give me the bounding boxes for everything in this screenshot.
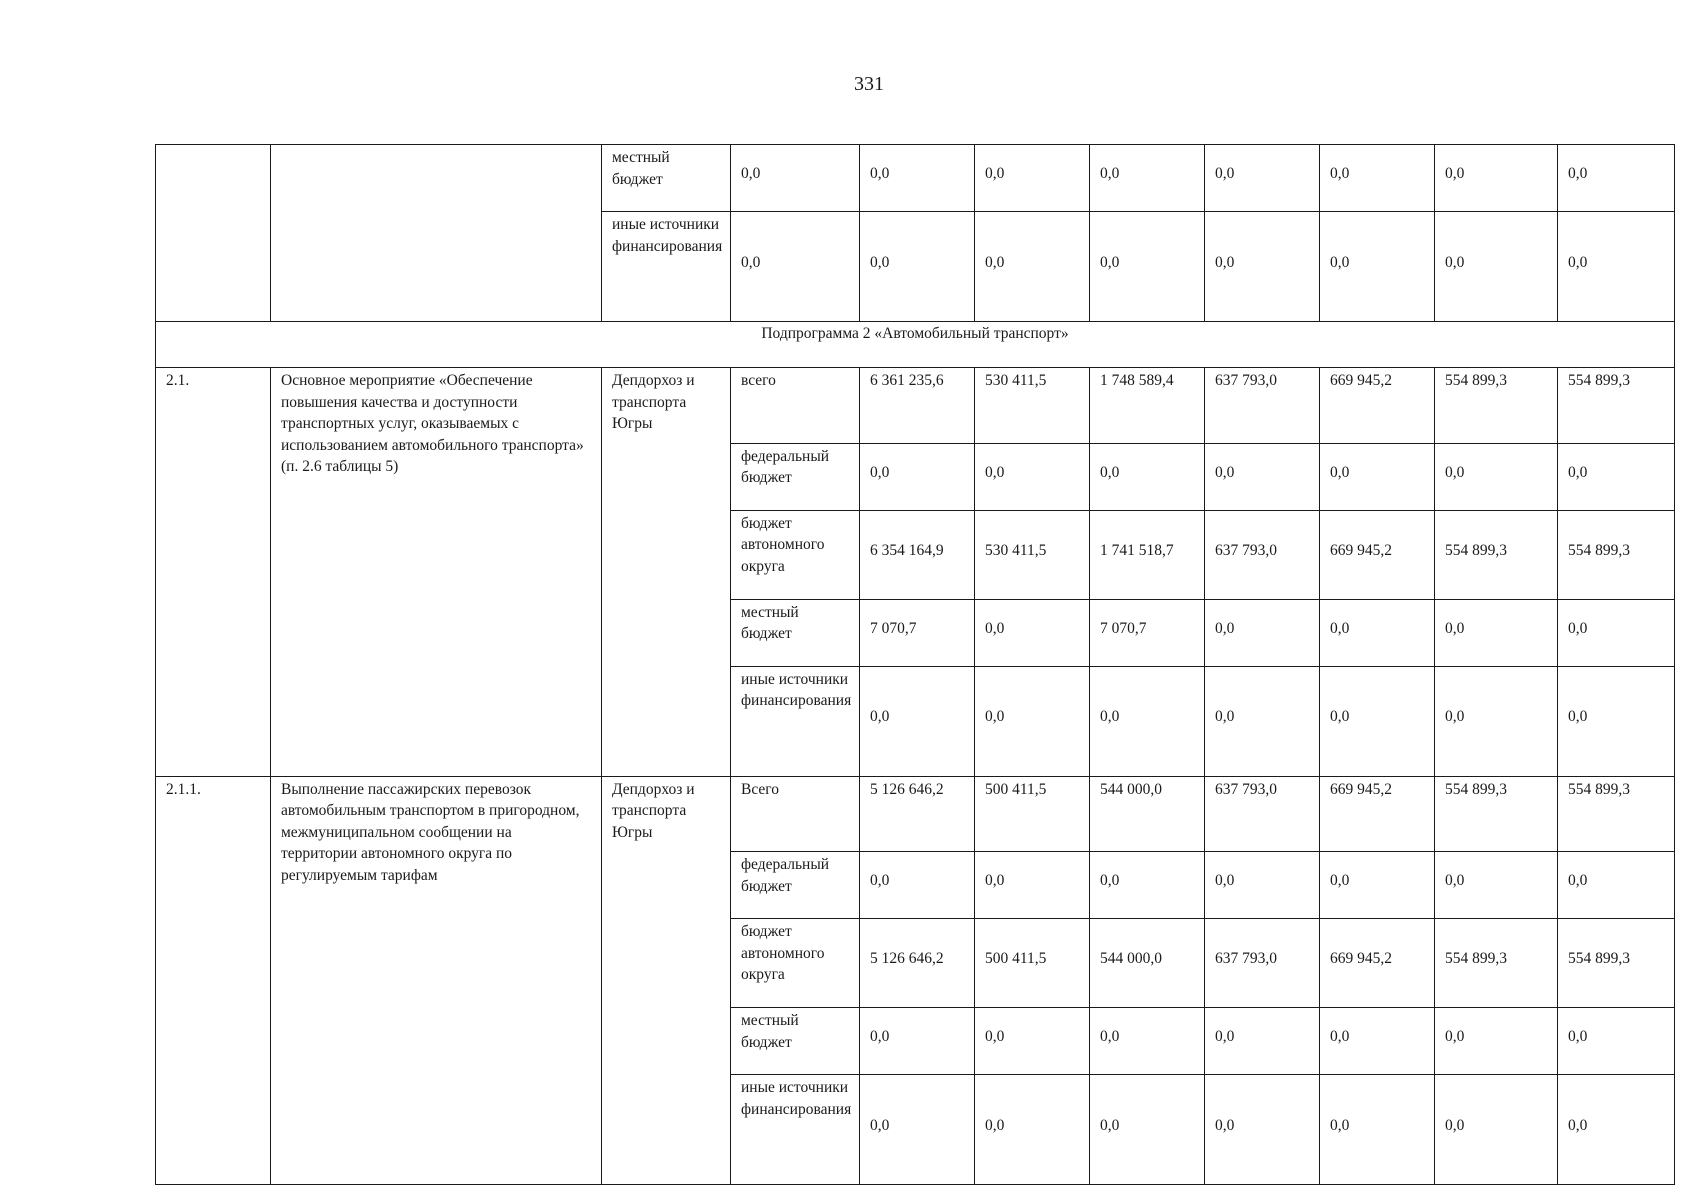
source-label: иные источники финансирования xyxy=(602,212,731,322)
value-cell: 7 070,7 xyxy=(860,599,975,666)
value-cell: 0,0 xyxy=(731,212,860,322)
source-label: всего xyxy=(731,368,860,444)
value-cell: 6 354 164,9 xyxy=(860,510,975,599)
value-cell: 554 899,3 xyxy=(1558,919,1675,1008)
value-cell: 0,0 xyxy=(860,852,975,919)
source-label: местный бюджет xyxy=(731,1008,860,1075)
source-label: федеральный бюджет xyxy=(731,443,860,510)
value-cell: 0,0 xyxy=(1558,1008,1675,1075)
subprogram-title: Подпрограмма 2 «Автомобильный транспорт» xyxy=(156,322,1675,368)
value-cell: 6 361 235,6 xyxy=(860,368,975,444)
value-cell: 0,0 xyxy=(975,1008,1090,1075)
value-cell: 0,0 xyxy=(860,1008,975,1075)
value-cell: 637 793,0 xyxy=(1205,510,1320,599)
source-label: иные источники финансирования xyxy=(731,666,860,776)
value-cell: 0,0 xyxy=(860,145,975,212)
value-cell: 0,0 xyxy=(1320,1075,1435,1185)
value-cell: 554 899,3 xyxy=(1435,368,1558,444)
value-cell: 637 793,0 xyxy=(1205,919,1320,1008)
item-executor: Депдорхоз и транспорта Югры xyxy=(602,776,731,1185)
value-cell: 0,0 xyxy=(1320,666,1435,776)
value-cell: 0,0 xyxy=(975,145,1090,212)
source-label: федеральный бюджет xyxy=(731,852,860,919)
source-label: местный бюджет xyxy=(731,599,860,666)
value-cell: 0,0 xyxy=(1558,666,1675,776)
value-cell: 1 748 589,4 xyxy=(1090,368,1205,444)
value-cell: 0,0 xyxy=(1205,443,1320,510)
value-cell: 0,0 xyxy=(1090,666,1205,776)
value-cell: 637 793,0 xyxy=(1205,776,1320,852)
value-cell: 0,0 xyxy=(1435,145,1558,212)
value-cell: 554 899,3 xyxy=(1435,510,1558,599)
source-label: иные источники финансирования xyxy=(731,1075,860,1185)
value-cell: 0,0 xyxy=(975,212,1090,322)
value-cell: 0,0 xyxy=(1090,852,1205,919)
value-cell: 530 411,5 xyxy=(975,510,1090,599)
value-cell: 0,0 xyxy=(1090,443,1205,510)
value-cell: 0,0 xyxy=(1090,1008,1205,1075)
value-cell: 544 000,0 xyxy=(1090,776,1205,852)
table-row xyxy=(156,145,1675,212)
value-cell: 0,0 xyxy=(1558,1075,1675,1185)
value-cell: 0,0 xyxy=(1320,599,1435,666)
value-cell: 500 411,5 xyxy=(975,776,1090,852)
value-cell: 0,0 xyxy=(1435,852,1558,919)
value-cell: 530 411,5 xyxy=(975,368,1090,444)
value-cell: 0,0 xyxy=(1205,599,1320,666)
value-cell: 0,0 xyxy=(975,1075,1090,1185)
value-cell: 0,0 xyxy=(1435,666,1558,776)
budget-table xyxy=(155,144,1675,1185)
number-cell xyxy=(156,145,271,322)
value-cell: 0,0 xyxy=(975,666,1090,776)
value-cell: 0,0 xyxy=(860,1075,975,1185)
value-cell: 0,0 xyxy=(1558,145,1675,212)
value-cell: 0,0 xyxy=(1320,145,1435,212)
value-cell: 0,0 xyxy=(1205,852,1320,919)
value-cell: 0,0 xyxy=(975,852,1090,919)
value-cell: 0,0 xyxy=(860,666,975,776)
table-row xyxy=(156,368,1675,444)
value-cell: 0,0 xyxy=(1090,212,1205,322)
value-cell: 0,0 xyxy=(1320,443,1435,510)
table-row xyxy=(156,776,1675,852)
value-cell: 0,0 xyxy=(1205,1075,1320,1185)
value-cell: 0,0 xyxy=(1435,1008,1558,1075)
value-cell: 0,0 xyxy=(1558,852,1675,919)
table-row xyxy=(156,322,1675,368)
value-cell: 0,0 xyxy=(1435,1075,1558,1185)
value-cell: 0,0 xyxy=(1558,443,1675,510)
value-cell: 0,0 xyxy=(1435,599,1558,666)
value-cell: 0,0 xyxy=(731,145,860,212)
value-cell: 0,0 xyxy=(860,443,975,510)
value-cell: 554 899,3 xyxy=(1435,776,1558,852)
value-cell: 500 411,5 xyxy=(975,919,1090,1008)
value-cell: 0,0 xyxy=(1205,145,1320,212)
value-cell: 0,0 xyxy=(1090,1075,1205,1185)
value-cell: 5 126 646,2 xyxy=(860,919,975,1008)
value-cell: 544 000,0 xyxy=(1090,919,1205,1008)
source-label: местный бюджет xyxy=(602,145,731,212)
value-cell: 0,0 xyxy=(1090,145,1205,212)
value-cell: 554 899,3 xyxy=(1558,368,1675,444)
value-cell: 669 945,2 xyxy=(1320,776,1435,852)
value-cell: 0,0 xyxy=(1205,666,1320,776)
item-name: Основное мероприятие «Обеспечение повышения качества и доступности транспортных услуг, оказываемых с использованием автомобильного транспорта» (п. 2.6 таблицы 5) xyxy=(271,368,602,777)
value-cell: 0,0 xyxy=(975,443,1090,510)
value-cell: 0,0 xyxy=(1558,599,1675,666)
value-cell: 0,0 xyxy=(1320,212,1435,322)
page-number: 331 xyxy=(854,73,884,95)
value-cell: 0,0 xyxy=(1205,1008,1320,1075)
value-cell: 0,0 xyxy=(1320,1008,1435,1075)
source-label: бюджет автономного округа xyxy=(731,919,860,1008)
item-executor: Депдорхоз и транспорта Югры xyxy=(602,368,731,777)
value-cell: 1 741 518,7 xyxy=(1090,510,1205,599)
source-label: Всего xyxy=(731,776,860,852)
value-cell: 7 070,7 xyxy=(1090,599,1205,666)
value-cell: 0,0 xyxy=(1320,852,1435,919)
value-cell: 554 899,3 xyxy=(1558,510,1675,599)
value-cell: 637 793,0 xyxy=(1205,368,1320,444)
value-cell: 0,0 xyxy=(1435,443,1558,510)
value-cell: 669 945,2 xyxy=(1320,368,1435,444)
value-cell: 0,0 xyxy=(1435,212,1558,322)
value-cell: 0,0 xyxy=(860,212,975,322)
name-cell xyxy=(271,145,602,322)
value-cell: 0,0 xyxy=(1205,212,1320,322)
source-label: бюджет автономного округа xyxy=(731,510,860,599)
value-cell: 554 899,3 xyxy=(1558,776,1675,852)
item-number: 2.1. xyxy=(156,368,271,777)
value-cell: 554 899,3 xyxy=(1435,919,1558,1008)
value-cell: 669 945,2 xyxy=(1320,510,1435,599)
value-cell: 0,0 xyxy=(975,599,1090,666)
value-cell: 0,0 xyxy=(1558,212,1675,322)
value-cell: 669 945,2 xyxy=(1320,919,1435,1008)
item-name: Выполнение пассажирских перевозок автомобильным транспортом в пригородном, межмуниципальном сообщении на территории автономного округа по регулируемым тарифам xyxy=(271,776,602,1185)
value-cell: 5 126 646,2 xyxy=(860,776,975,852)
item-number: 2.1.1. xyxy=(156,776,271,1185)
